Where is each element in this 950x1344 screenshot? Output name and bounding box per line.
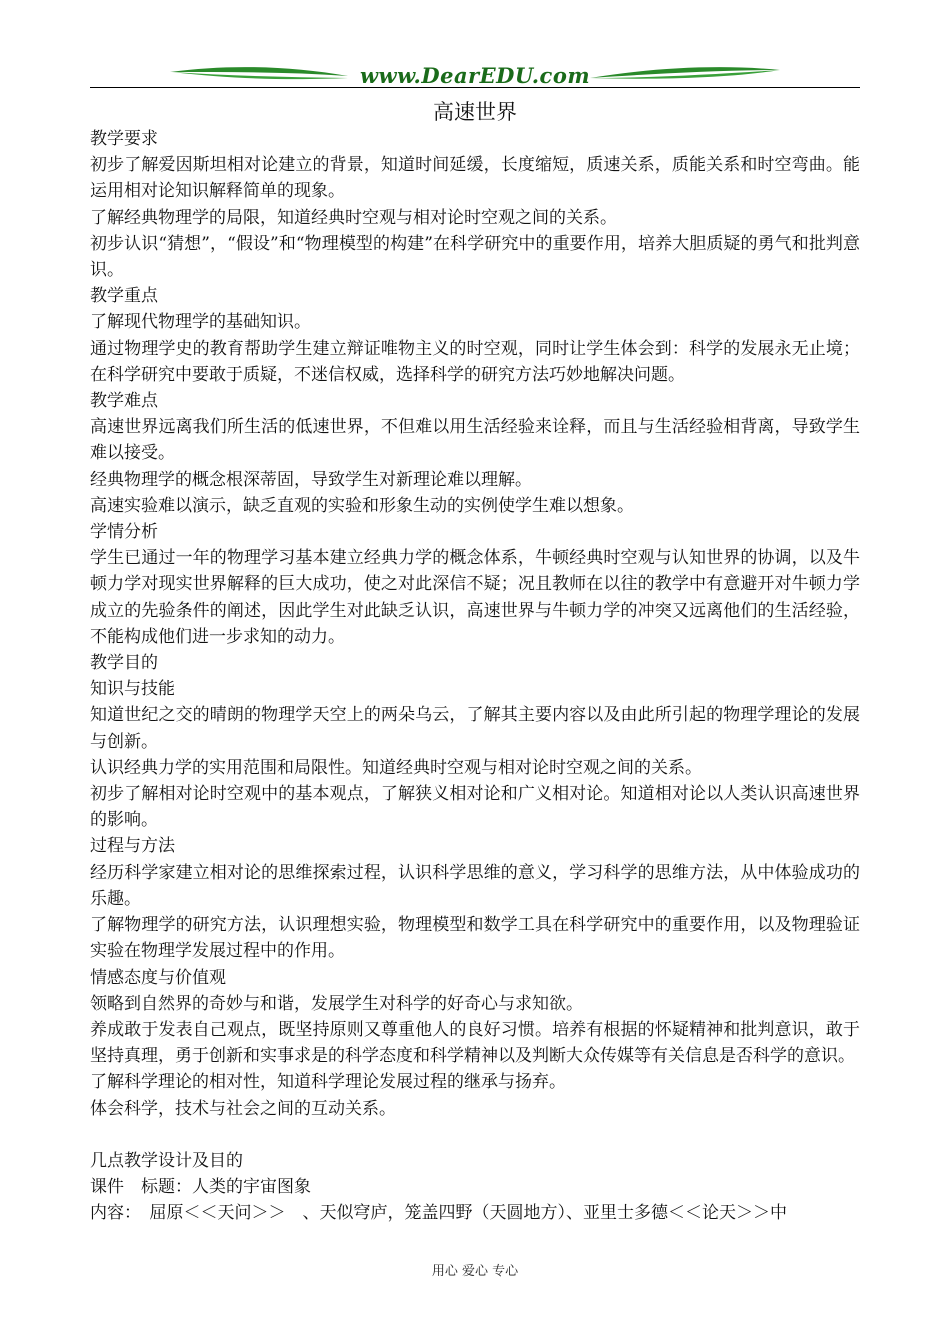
paragraph: 教学重点 [90,286,158,307]
document-body [90,126,860,1227]
paragraph: 学生已通过一年的物理学习基本建立经典力学的概念体系，牛顿经典时空观与认知世界的协调，以及牛顿力学对现实世界解释的巨大成功，使之对此深信不疑；况且教师在以往的教学中有意避开对牛顿力学成立的先验条件的阐述，因此学生对此缺乏认识，高速世界与牛顿力学的冲突又远离他们的生活经验，不能构成他们进一步求知的动力。 [90,548,860,647]
paragraph: 教学要求 [90,129,158,149]
paragraph: 经历科学家建立相对论的思维探索过程，认识科学思维的意义，学习科学的思维方法，从中体验成功的乐趣。 [90,862,860,909]
header-rule [90,87,860,88]
site-logo-text: www.DearEDU.com [359,63,591,88]
paragraph: 养成敢于发表自己观点，既坚持原则又尊重他人的良好习惯。培养有根据的怀疑精神和批判意识，敢于坚持真理，勇于创新和实事求是的科学态度和科学精神以及判断大众传媒等有关信息是否科学的意识。 [90,1019,860,1067]
blank-line [90,1122,860,1148]
paragraph: 认识经典力学的实用范围和局限性。知道经典时空观与相对论时空观之间的关系。 [90,757,702,778]
page-title: 高速世界 [433,100,517,124]
paragraph: 初步了解爱因斯坦相对论建立的背景，知道时间延缓，长度缩短，质速关系，质能关系和时空弯曲。能运用相对论知识解释简单的现象。 [90,155,860,202]
paragraph: 情感态度与价值观 [90,967,226,988]
paragraph: 体会科学，技术与社会之间的互动关系。 [90,1098,396,1119]
paragraph: 内容： 屈原＜＜天问＞＞ 、天似穹庐，笼盖四野（天圆地方）、亚里士多德＜＜论天＞＞中 [90,1203,787,1224]
paragraph: 过程与方法 [90,836,175,857]
paragraph: 了解经典物理学的局限，知道经典时空观与相对论时空观之间的关系。 [90,207,617,228]
paragraph: 领略到自然界的奇妙与和谐，发展学生对科学的好奇心与求知欲。 [90,993,583,1014]
paragraph: 高速实验难以演示，缺乏直观的实验和形象生动的实例使学生难以想象。 [90,495,634,516]
paragraph: 了解现代物理学的基础知识。 [90,312,311,333]
page-footer: 用心 爱心 专心 [431,1264,519,1279]
paragraph: 学情分析 [90,522,158,543]
paragraph: 通过物理学史的教育帮助学生建立辩证唯物主义的时空观，同时让学生体会到：科学的发展永无止境；在科学研究中要敢于质疑，不迷信权威，选择科学的研究方法巧妙地解决问题。 [90,338,860,385]
paragraph: 高速世界远离我们所生活的低速世界，不但难以用生活经验来诠释，而且与生活经验相背离，导致学生难以接受。 [90,417,860,464]
paragraph: 课件 标题：人类的宇宙图象 [90,1177,311,1198]
paragraph: 知道世纪之交的晴朗的物理学天空上的两朵乌云，了解其主要内容以及由此所引起的物理学理论的发展与创新。 [90,705,860,752]
paragraph: 知识与技能 [90,679,175,700]
paragraph: 教学目的 [90,653,158,674]
paragraph: 几点教学设计及目的 [90,1150,243,1171]
paragraph: 初步认识“猜想”，“假设”和“物理模型的构建”在科学研究中的重要作用，培养大胆质疑的勇气和批判意识。 [90,233,860,281]
paragraph: 了解科学理论的相对性，知道科学理论发展过程的继承与扬弃。 [90,1072,566,1093]
paragraph: 了解物理学的研究方法，认识理想实验，物理模型和数学工具在科学研究中的重要作用，以及物理验证实验在物理学发展过程中的作用。 [90,915,860,962]
paragraph: 经典物理学的概念根深蒂固，导致学生对新理论难以理解。 [90,469,532,490]
paragraph: 初步了解相对论时空观中的基本观点，了解狭义相对论和广义相对论。知道相对论以人类认识高速世界的影响。 [90,784,860,831]
paragraph: 教学难点 [90,391,158,412]
